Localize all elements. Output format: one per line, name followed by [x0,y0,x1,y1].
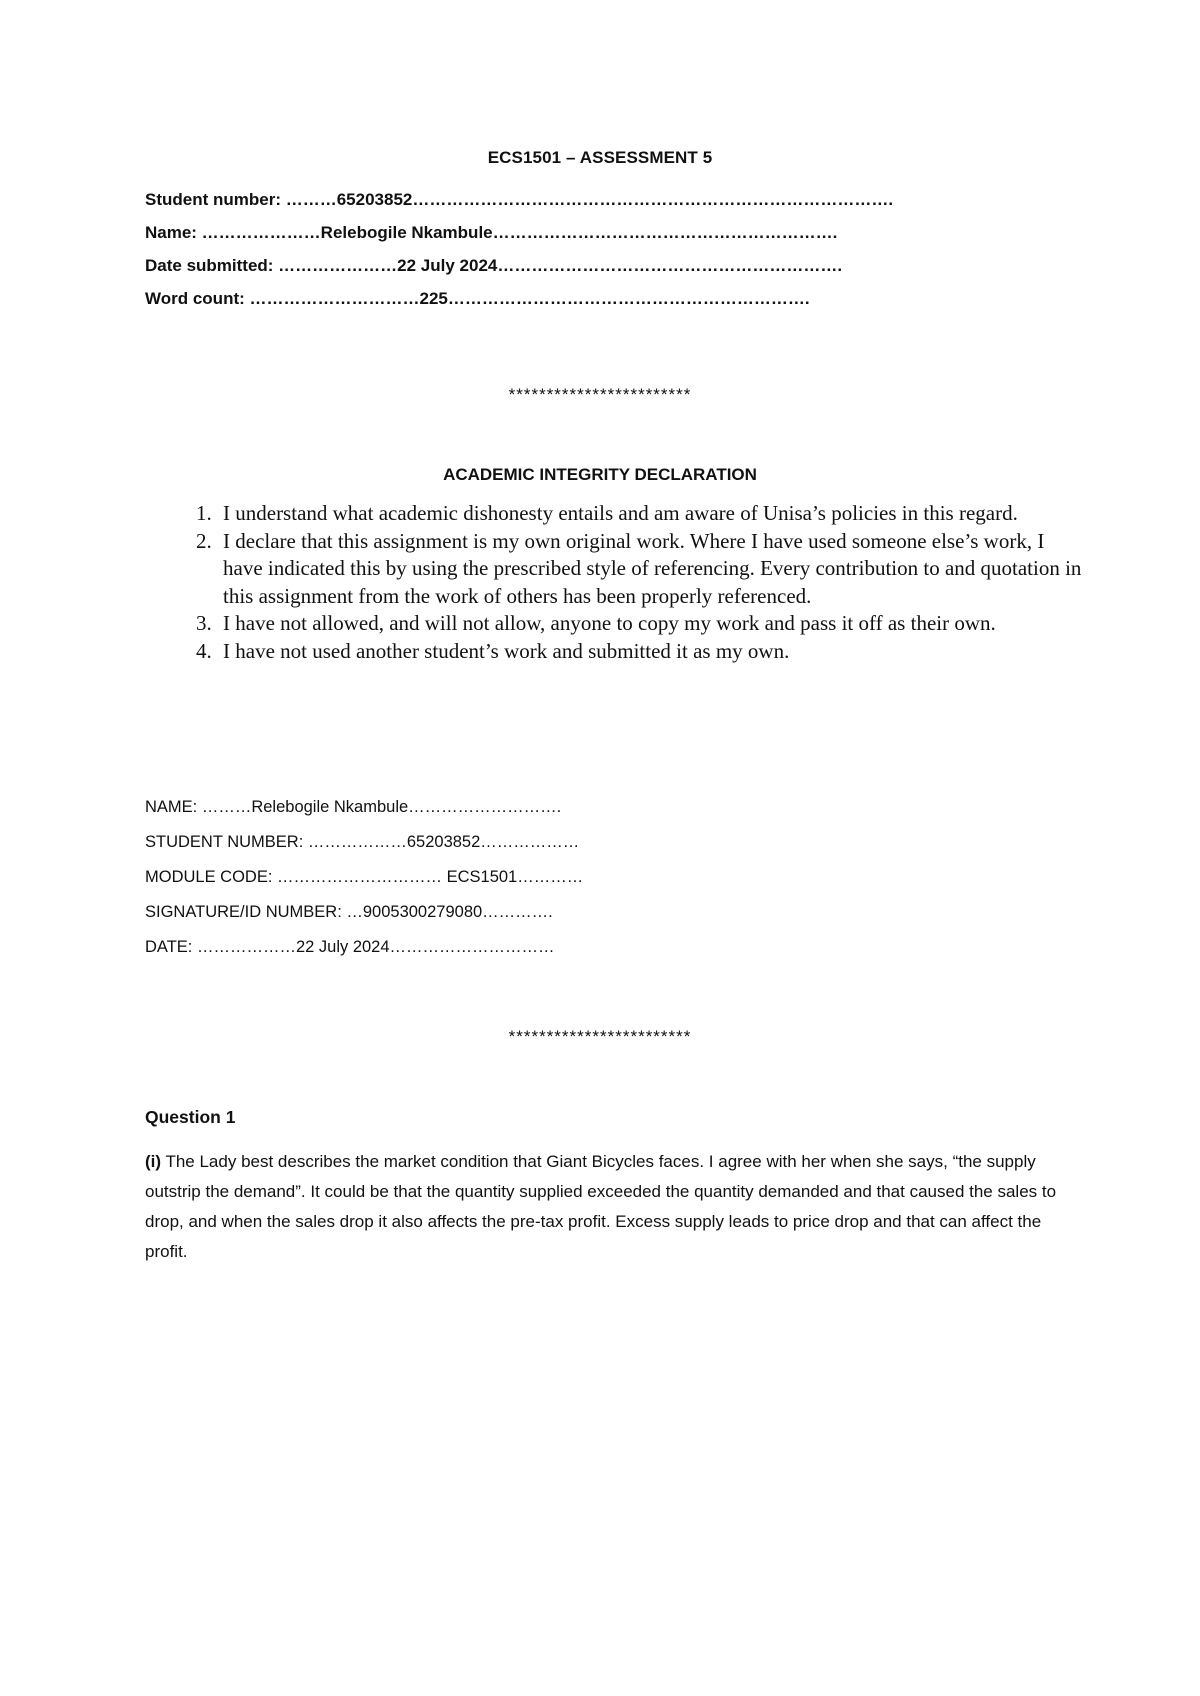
declaration-heading: ACADEMIC INTEGRITY DECLARATION [443,465,757,484]
name-line: Name: …………………Relebogile Nkambule……………………………………………………. [145,223,838,242]
declaration-item: 4. I have not used another student’s work and submitted it as my own. [217,638,1087,666]
form-student-number-line: STUDENT NUMBER: ………………65203852……………… [145,833,580,851]
form-name-line: NAME: ………Relebogile Nkambule………………………. [145,798,562,816]
declaration-item: 2. I declare that this assignment is my own original work. Where I have used someone else’s work, I have indicated this by using the prescribed style of referencing. Every contribution to and quotation in this assignment from the work of others has been properly referenced. [217,528,1087,611]
declaration-list [175,500,1087,665]
form-date-line: DATE: ………………22 July 2024………………………… [145,938,555,956]
declaration-item: 3. I have not allowed, and will not allow, anyone to copy my work and pass it off as their own. [217,610,1087,638]
declaration-form [145,797,1045,972]
form-signature-line: SIGNATURE/ID NUMBER: …9005300279080…………. [145,903,553,921]
word-count-line: Word count: …………………………225………………………………………………………. [145,289,810,308]
question-answer [145,1147,1060,1267]
answer-text: The Lady best describes the market condition that Giant Bicycles faces. I agree with her when she says, “the supply outstrip the demand”. It could be that the quantity supplied exceeded the quantity demanded and that caused the sales to drop, and when the sales drop it also affects the pre-tax profit. Excess supply leads to price drop and that can affect the profit. [145,1152,1057,1261]
document-title: ECS1501 – ASSESSMENT 5 [487,148,713,167]
question-heading: Question 1 [145,1107,236,1127]
student-details [145,190,1045,322]
form-module-code-line: MODULE CODE: ………………………… ECS1501………… [145,868,584,886]
student-number-line: Student number: ………65203852…………………………………………………………………………. [145,190,894,209]
asterisk-divider: ************************ [508,1027,692,1046]
asterisk-divider: ************************ [508,385,692,404]
answer-label: (i) [145,1152,162,1171]
date-submitted-line: Date submitted: …………………22 July 2024……………………………………………………. [145,256,843,275]
declaration-item: 1. I understand what academic dishonesty entails and am aware of Unisa’s policies in this regard. [217,500,1087,528]
